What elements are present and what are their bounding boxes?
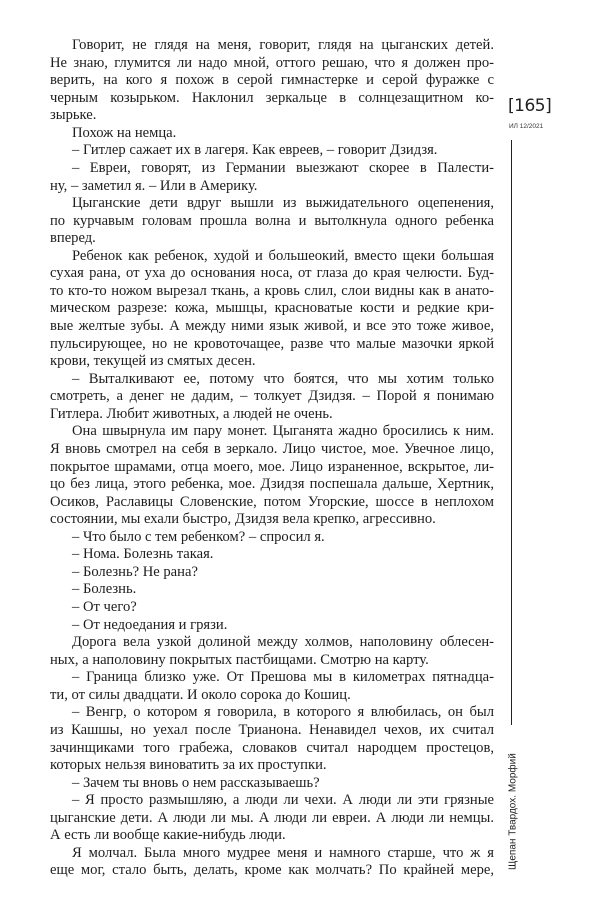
text-line: Она швырнула им пару монет. Цыганята жадно бросились к ним.	[72, 423, 494, 440]
text-line: – Что было с тем ребенком? – спросил я.	[72, 528, 325, 545]
text-line: состоянии, мы ехали быстро, Дзидзя вела крепко, агрессивно.	[50, 511, 436, 528]
text-line: смотреть, а денег не дадим, – толкует Дзидзя. – Порой я понимаю	[50, 388, 494, 405]
text-line: Похож на немца.	[72, 124, 177, 141]
text-line: то кто-то ножом вырезал ткань, а кровь слил, слои видны как в анато-	[50, 282, 494, 299]
text-line: мическом разрезе: кожа, мышцы, красноватые кости и редкие кри-	[50, 300, 494, 317]
text-line: сухая рана, от уха до основания носа, от глаза до края челюсти. Буд-	[50, 265, 494, 282]
running-head: Щепан Твардох. Морфий	[507, 753, 519, 870]
text-line: Дорога вела узкой долиной между холмов, наполовину облесен-	[72, 634, 494, 651]
text-line: цо без лица, этого ребенка, мое. Дзидзя поспешала дальше, Хертник,	[50, 476, 494, 493]
text-line: черным козырьком. Наклонил зеркальце в солнцезащитном ко-	[50, 89, 494, 106]
text-line: ных, а наполовину покрытых пастбищами. Смотрю на карту.	[50, 651, 429, 668]
text-line: – Выталкивают ее, потому что боятся, что мы хотим только	[72, 370, 494, 387]
text-line: – Гитлер сажает их в лагеря. Как евреев, – говорит Дзидзя.	[72, 142, 438, 159]
text-line: Осиков, Раславицы Словенские, потом Угорские, шоссе в неплохом	[50, 493, 494, 510]
text-line: ну, – заметил я. – Или в Америку.	[50, 177, 258, 194]
text-line: Цыганские дети вдруг вышли из выжидательного оцепенения,	[72, 195, 494, 212]
text-line: – Зачем ты вновь о нем рассказываешь?	[72, 774, 320, 791]
text-line: еще мог, стало быть, делать, кроме как молчать? По крайней мере,	[50, 862, 494, 879]
text-line: – От чего?	[72, 599, 137, 615]
text-line: – Я просто размышляю, а люди ли чехи. А люди ли эти грязные	[72, 792, 494, 809]
text-line: ти, от силы двадцати. И около сорока до Кошиц.	[50, 686, 351, 703]
text-line: – Евреи, говорят, из Германии выезжают скорее в Палести-	[72, 159, 494, 176]
text-line: – Нома. Болезнь такая.	[72, 546, 214, 563]
body-text	[50, 37, 494, 880]
text-line: зачинщиками того грабежа, словаков считал народцем простецов,	[50, 739, 494, 756]
text-line: пульсирующее, но не кровоточащее, разве что малые мазочки яркой	[50, 335, 494, 352]
text-line: – Болезнь? Не рана?	[72, 563, 198, 580]
text-line: Я молчал. Была много мудрее меня и намного старше, что ж я	[72, 844, 494, 861]
text-line: вперед.	[50, 230, 96, 247]
text-line: Я вновь смотрел на себя в зеркало. Лицо чистое, мое. Увечное лицо,	[50, 440, 494, 457]
text-line: цыганские дети. А люди ли мы. А люди ли евреи. А люди ли немцы.	[50, 809, 494, 826]
text-line: по курчавым головам прошла волна и вытолкнула одного ребенка	[50, 212, 494, 229]
text-line: зырьке.	[50, 107, 97, 124]
page-number: [165]	[508, 96, 552, 116]
issue-label: ИЛ 12/2021	[509, 123, 544, 130]
text-line: Гитлера. Любит животных, а людей не очень.	[50, 405, 333, 422]
text-line: крови, текущей из смятых десен.	[50, 353, 256, 370]
text-line: – От недоедания и грязи.	[72, 616, 228, 633]
text-line: Говорит, не глядя на меня, говорит, глядя на цыганских детей.	[72, 37, 494, 53]
text-line: которых нельзя виноватить за их проступки.	[50, 757, 327, 774]
text-line: – Граница близко уже. От Прешова мы в километрах пятнадца-	[72, 669, 494, 686]
text-line: из Кашшы, но уехал после Трианона. Ненавидел чехов, их считал	[50, 721, 494, 738]
text-line: – Болезнь.	[72, 581, 137, 598]
text-line: вые желтые зубы. А между ними язык живой, и все это тоже живое,	[50, 318, 494, 334]
text-line: верить, на кого я похож в серой гимнастерке и серой фуражке с	[50, 72, 494, 89]
text-line: Не знаю, глумится ли надо мной, оттого решаю, что я должен про-	[50, 54, 494, 71]
text-line: – Венгр, о котором я говорила, в которого я влюбилась, он был	[72, 704, 494, 721]
text-line: покрытое шрамами, отца моего, мое. Лицо израненное, вскрытое, ли-	[50, 458, 494, 475]
text-line: А есть ли вообще какие-нибудь люди.	[50, 827, 286, 844]
margin-rule	[511, 140, 512, 725]
text-line: Ребенок как ребенок, худой и большеокий, вместо щеки большая	[72, 247, 494, 264]
